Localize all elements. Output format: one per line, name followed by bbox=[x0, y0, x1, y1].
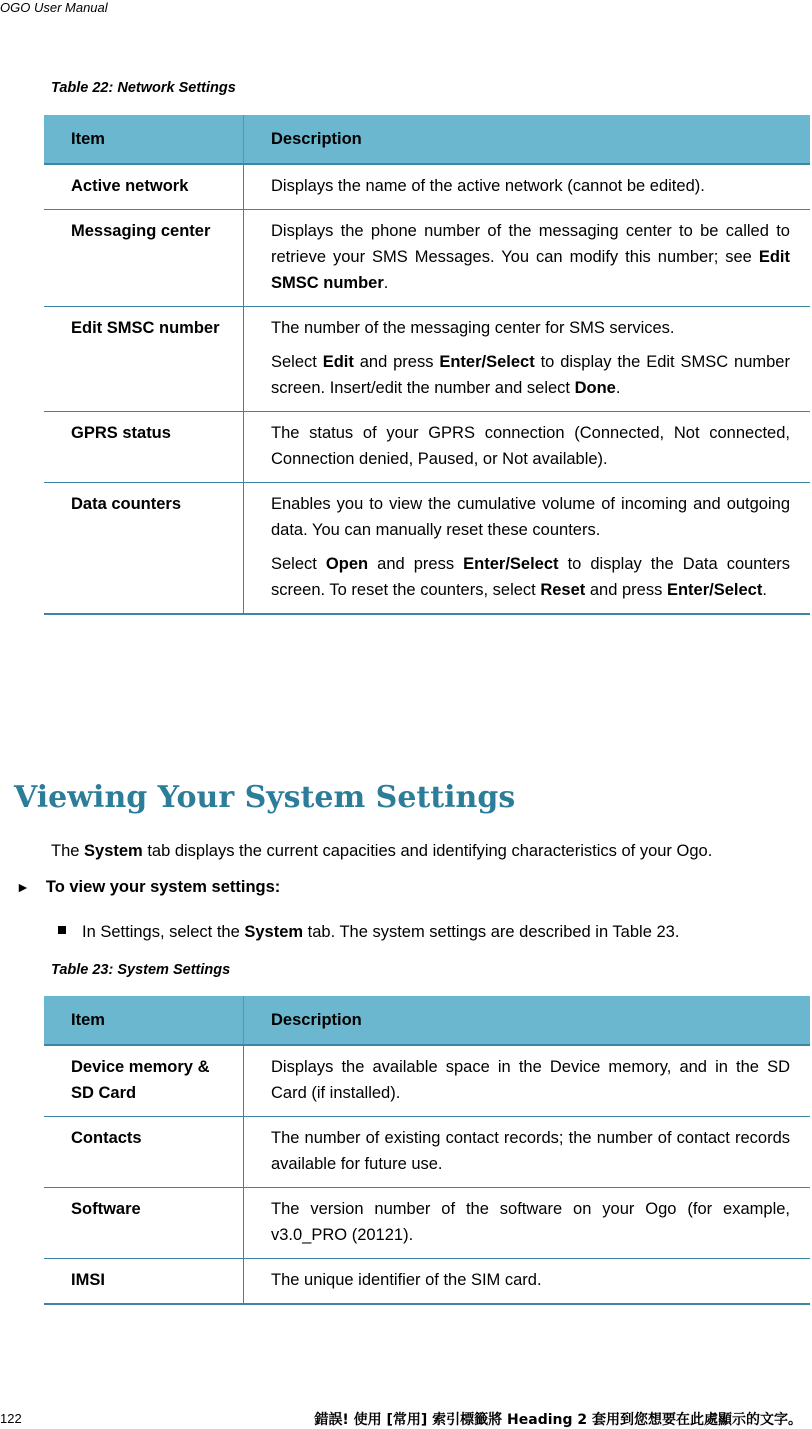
table-row bbox=[44, 210, 810, 307]
row-description: The number of existing contact records; the number of contact records available for future use. bbox=[244, 1117, 811, 1188]
page-number: 122 bbox=[0, 1411, 22, 1426]
table-23-caption: Table 23: System Settings bbox=[51, 962, 231, 978]
row-description: Enables you to view the cumulative volume of incoming and outgoing data. You can manually reset these counters. Select Open and press Enter/Select to display the Data counters screen. To reset the counters, select Reset and press Enter/Select. bbox=[244, 483, 811, 615]
row-description: The number of the messaging center for SMS services. Select Edit and press Enter/Select to display the Edit SMSC number screen. Insert/edit the number and select Done. bbox=[244, 307, 811, 412]
table-row bbox=[44, 307, 810, 412]
table-row bbox=[44, 412, 810, 483]
triangle-arrow-icon: ► bbox=[16, 879, 30, 895]
table-row bbox=[44, 1117, 810, 1188]
footer-error-text: 錯誤! 使用 [常用] 索引標籤將 Heading 2 套用到您想要在此處顯示的文字。 bbox=[314, 1412, 802, 1428]
row-item: GPRS status bbox=[44, 412, 244, 483]
table-header-row bbox=[44, 115, 810, 164]
square-bullet-icon bbox=[58, 926, 66, 934]
table-header-row bbox=[44, 996, 810, 1045]
column-header-item: Item bbox=[44, 115, 244, 164]
row-item: IMSI bbox=[44, 1259, 244, 1305]
system-settings-table bbox=[44, 996, 810, 1305]
row-item: Contacts bbox=[44, 1117, 244, 1188]
table-row bbox=[44, 1045, 810, 1117]
row-description: The status of your GPRS connection (Connected, Not connected, Connection denied, Paused, or Not available). bbox=[244, 412, 811, 483]
section-heading: Viewing Your System Settings bbox=[14, 780, 516, 815]
row-description: The unique identifier of the SIM card. bbox=[244, 1259, 811, 1305]
table-22-caption: Table 22: Network Settings bbox=[51, 80, 236, 96]
row-description: Displays the name of the active network (cannot be edited). bbox=[244, 164, 811, 210]
column-header-description: Description bbox=[244, 996, 811, 1045]
row-item: Active network bbox=[44, 164, 244, 210]
row-description: Displays the phone number of the messaging center to be called to retrieve your SMS Messages. You can modify this number; see Edit SMSC number. bbox=[244, 210, 811, 307]
network-settings-table bbox=[44, 115, 810, 615]
cross-reference: Edit SMSC number bbox=[271, 248, 790, 292]
section-intro: The System tab displays the current capacities and identifying characteristics of your Ogo. bbox=[51, 842, 713, 860]
row-description: Displays the available space in the Device memory, and in the SD Card (if installed). bbox=[244, 1045, 811, 1117]
row-item: Messaging center bbox=[44, 210, 244, 307]
row-item: Data counters bbox=[44, 483, 244, 615]
procedure-step: In Settings, select the System tab. The system settings are described in Table 23. bbox=[58, 923, 679, 942]
column-header-item: Item bbox=[44, 996, 244, 1045]
column-header-description: Description bbox=[244, 115, 811, 164]
row-item: Device memory & SD Card bbox=[44, 1045, 244, 1117]
row-item: Software bbox=[44, 1188, 244, 1259]
table-row bbox=[44, 164, 810, 210]
row-item: Edit SMSC number bbox=[44, 307, 244, 412]
procedure-title: ► To view your system settings: bbox=[16, 878, 281, 896]
table-row bbox=[44, 483, 810, 615]
table-row bbox=[44, 1259, 810, 1305]
table-row bbox=[44, 1188, 810, 1259]
row-description: The version number of the software on your Ogo (for example, v3.0_PRO (20121). bbox=[244, 1188, 811, 1259]
running-head: OGO User Manual bbox=[0, 0, 108, 15]
